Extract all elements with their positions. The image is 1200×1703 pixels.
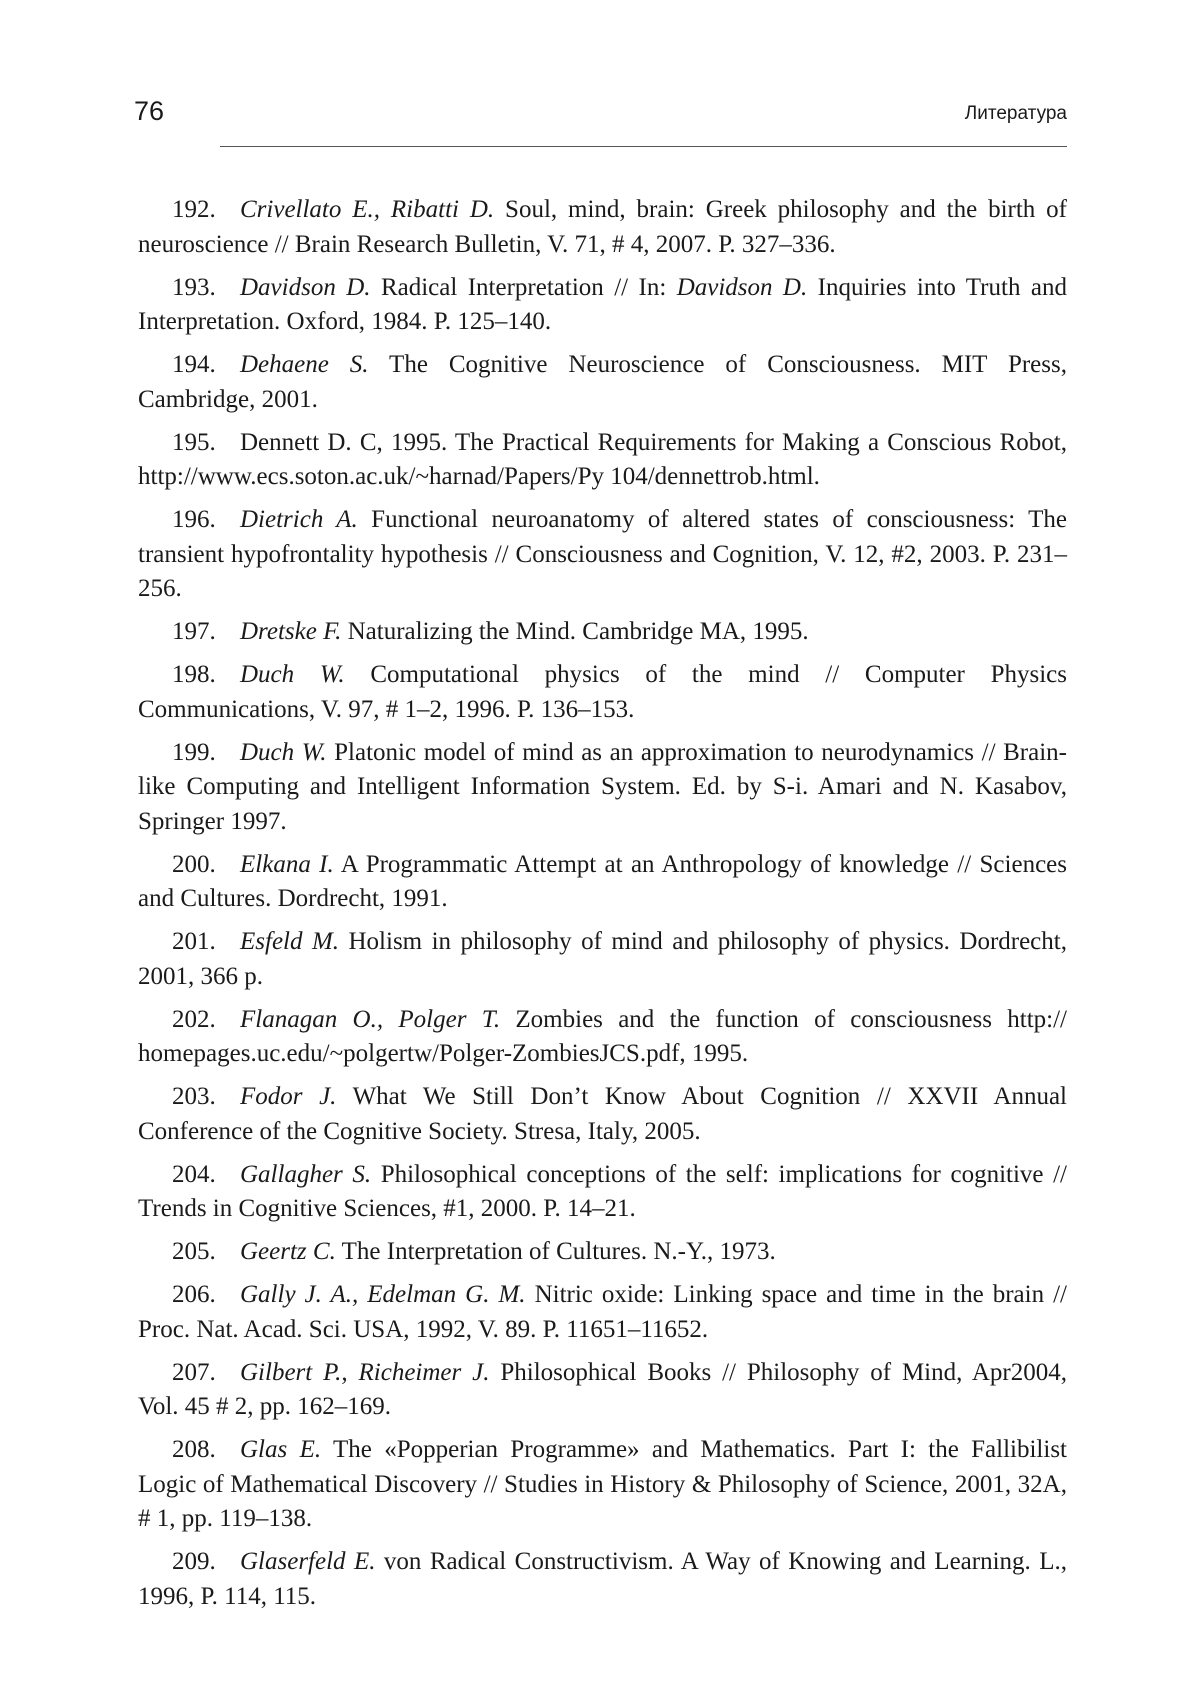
reference-text: Nitric oxide: Linking space and time in the brain // Proc. Nat. Acad. Sci. USA, 1992, V. 89. P. 11651–11652. <box>138 1281 1067 1343</box>
reference-text-secondary: Inquiries into Truth and Interpretation. Oxford, 1984. P. 125–140. <box>138 273 1067 335</box>
reference-author: Glas E. <box>240 1436 322 1463</box>
reference-text: Radical Interpretation // In: <box>370 273 677 301</box>
reference-193 <box>138 271 1067 340</box>
header-rule <box>220 146 1067 147</box>
running-head: Литература <box>964 103 1067 124</box>
reference-number: 202. <box>172 1005 216 1033</box>
reference-author: Davidson D. <box>240 273 371 301</box>
reference-author: Dietrich A. <box>240 506 358 533</box>
reference-text: Dennett D. C, 1995. The Practical Requirements for Making a Conscious Robot, http://www.ecs.soton.ac.uk/~harnad/Papers/Py 104/dennettrob.html. <box>138 428 1067 490</box>
reference-text: A Programmatic Attempt at an Anthropology of knowledge // Sciences and Cultures. Dordrecht, 1991. <box>138 850 1067 912</box>
reference-203 <box>138 1080 1067 1149</box>
reference-text: The Cognitive Neuroscience of Consciousness. MIT Press, Cambridge, 2001. <box>138 351 1067 413</box>
reference-205 <box>138 1235 1067 1270</box>
reference-text: The Interpretation of Cultures. N.-Y., 1973. <box>335 1238 776 1265</box>
reference-text: Holism in philosophy of mind and philosophy of physics. Dordrecht, 2001, 366 p. <box>138 928 1067 990</box>
reference-text: Philosophical conceptions of the self: implications for cognitive // Trends in Cognitive Sciences, #1, 2000. P. 14–21. <box>138 1160 1067 1222</box>
reference-author: Gally J. A., Edelman G. M. <box>240 1281 526 1308</box>
reference-text: Zombies and the function of consciousness http:// homepages.uc.edu/~polgertw/Polger-ZombiesJCS.pdf, 1995. <box>138 1005 1067 1067</box>
reference-text: The «Popperian Programme» and Mathematics. Part I: the Fallibilist Logic of Mathematical Discovery // Studies in History & Philosophy of Science, 2001, 32A, # 1, pp. 119–138. <box>138 1436 1068 1532</box>
reference-202 <box>138 1003 1067 1072</box>
reference-number: 192. <box>172 196 216 223</box>
reference-text: Soul, mind, brain: Greek philosophy and the birth of neuroscience // Brain Research Bulletin, V. 71, # 4, 2007. P. 327–336. <box>138 196 1067 258</box>
reference-text: Computational physics of the mind // Computer Physics Communications, V. 97, # 1–2, 1996. P. 136–153. <box>138 661 1068 723</box>
reference-author: Gilbert P., Richeimer J. <box>240 1358 490 1386</box>
reference-number: 195. <box>172 428 216 456</box>
reference-author: Fodor J. <box>240 1083 337 1110</box>
reference-text: Naturalizing the Mind. Cambridge MA, 1995. <box>341 618 809 645</box>
reference-author: Glaserfeld E. <box>240 1548 376 1575</box>
reference-author: Esfeld M. <box>240 928 340 955</box>
reference-number: 207. <box>172 1358 216 1386</box>
reference-198 <box>138 658 1067 727</box>
reference-192 <box>138 193 1067 262</box>
reference-author: Dretske F. <box>240 618 342 645</box>
reference-list <box>138 193 1067 1623</box>
reference-208 <box>138 1433 1067 1537</box>
reference-204 <box>138 1158 1067 1227</box>
reference-number: 209. <box>172 1548 216 1575</box>
reference-number: 205. <box>172 1238 216 1265</box>
reference-number: 208. <box>172 1436 216 1463</box>
reference-207 <box>138 1356 1067 1425</box>
reference-text: What We Still Don’t Know About Cognition // XXVII Annual Conference of the Cognitive Society. Stresa, Italy, 2005. <box>138 1083 1067 1145</box>
reference-201 <box>138 925 1067 994</box>
reference-text: von Radical Constructivism. A Way of Knowing and Learning. L., 1996, P. 114, 115. <box>138 1548 1067 1610</box>
reference-199 <box>138 736 1067 840</box>
reference-author: Dehaene S. <box>240 351 369 378</box>
reference-number: 203. <box>172 1083 216 1110</box>
reference-author: Geertz C. <box>240 1238 336 1265</box>
reference-author: Elkana I. <box>240 850 334 878</box>
reference-number: 200. <box>172 850 216 878</box>
reference-number: 198. <box>172 661 216 688</box>
reference-text: Platonic model of mind as an approximation to neurodynamics // Brain-like Computing and Intelligent Information System. Ed. by S-i. Amari and N. Kasabov, Springer 1997. <box>138 738 1067 835</box>
reference-197 <box>138 615 1067 650</box>
reference-author: Crivellato E., Ribatti D. <box>240 196 495 223</box>
reference-number: 193. <box>172 273 216 301</box>
page-number: 76 <box>134 96 165 126</box>
reference-200 <box>138 848 1067 917</box>
reference-number: 204. <box>172 1160 216 1188</box>
reference-author: Duch W. <box>240 738 327 766</box>
reference-195 <box>138 426 1067 495</box>
reference-author: Duch W. <box>240 661 345 688</box>
reference-author: Gallagher S. <box>240 1160 372 1188</box>
reference-number: 199. <box>172 738 216 766</box>
reference-209 <box>138 1545 1067 1614</box>
reference-author-secondary: Davidson D. <box>676 273 808 301</box>
reference-author: Flanagan O., Polger T. <box>240 1005 501 1033</box>
reference-number: 201. <box>172 928 216 955</box>
reference-196 <box>138 503 1067 607</box>
reference-text: Functional neuroanatomy of altered states of consciousness: The transient hypofrontality hypothesis // Consciousness and Cognition, V. 12, #2, 2003. P. 231–256. <box>138 506 1067 602</box>
reference-number: 197. <box>172 618 216 645</box>
reference-number: 194. <box>172 351 216 378</box>
reference-number: 196. <box>172 506 216 533</box>
reference-number: 206. <box>172 1281 216 1308</box>
reference-text: Philosophical Books // Philosophy of Mind, Apr2004, Vol. 45 # 2, pp. 162–169. <box>138 1358 1067 1420</box>
reference-194 <box>138 348 1067 417</box>
reference-206 <box>138 1278 1067 1347</box>
